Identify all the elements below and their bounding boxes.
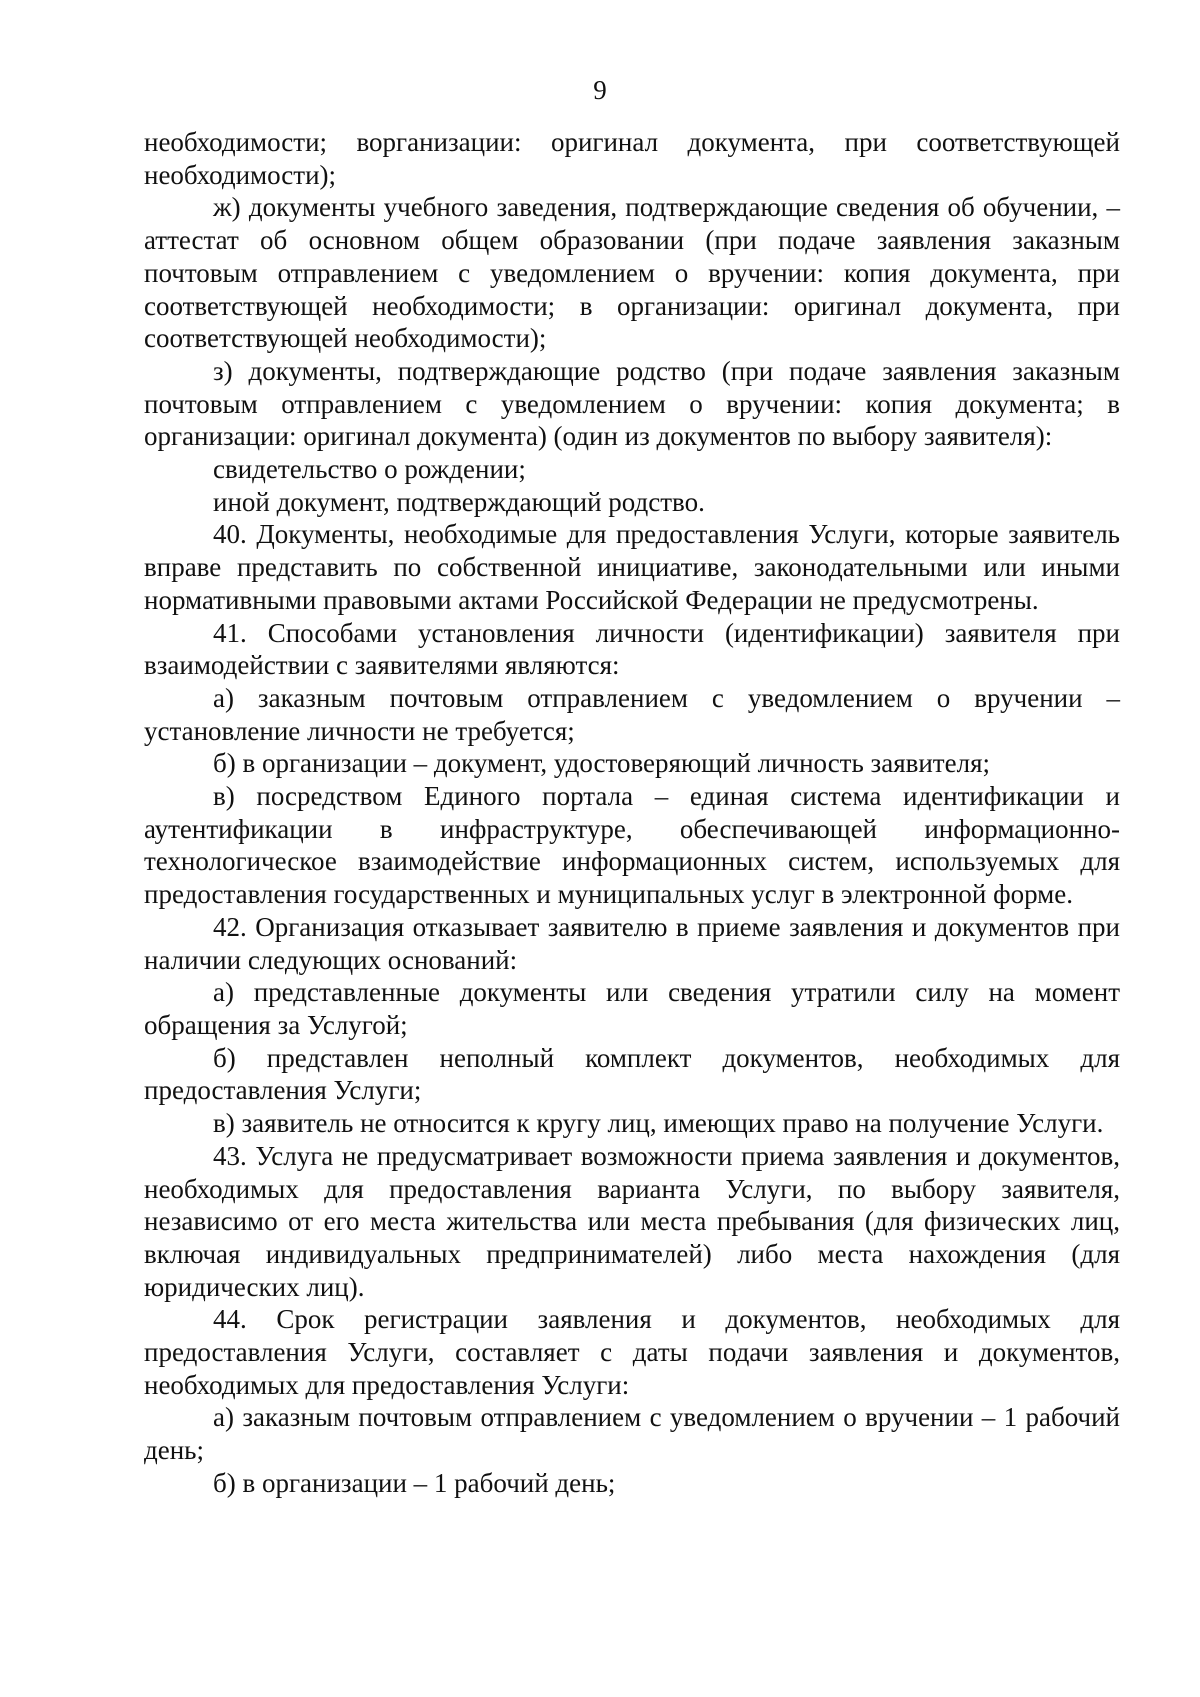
paragraph-clause-42-b: б) представлен неполный комплект документов, необходимых для предоставления Услуги; (144, 1042, 1120, 1106)
paragraph-clause-42: 42. Организация отказывает заявителю в приеме заявления и документов при наличии следующих оснований: (144, 911, 1120, 975)
paragraph-other-document: иной документ, подтверждающий родство. (213, 486, 705, 517)
paragraph-clause-41: 41. Способами установления личности (идентификации) заявителя при взаимодействии с заявителями являются: (144, 617, 1120, 681)
page-number: 9 (593, 75, 607, 105)
paragraph-clause-42-a: а) представленные документы или сведения утратили силу на момент обращения за Услугой; (144, 977, 1120, 1040)
paragraph-clause-40: 40. Документы, необходимые для предоставления Услуги, которые заявитель вправе представить по собственной инициативе, законодательными или иными нормативными правовыми актами Российской Федерации не предусмотрены. (144, 519, 1120, 615)
paragraph-continuation: необходимости; воргaнизации: оригинал документа, при соответствующей необходимости); (144, 127, 1120, 190)
paragraph-clause-41-a: а) заказным почтовым отправлением с уведомлением о вручении – установление личности не требуется; (144, 682, 1120, 746)
paragraph-clause-44-b: б) в организации – 1 рабочий день; (213, 1467, 616, 1498)
paragraph-clause-44: 44. Срок регистрации заявления и документов, необходимых для предоставления Услуги, составляет с даты подачи заявления и документов, необходимых для предоставления Услуги: (144, 1304, 1120, 1400)
paragraph-birth-certificate: свидетельство о рождении; (213, 454, 526, 485)
paragraph-clause-41-b: б) в организации – документ, удостоверяющий личность заявителя; (213, 748, 990, 779)
paragraph-clause-43: 43. Услуга не предусматривает возможности приема заявления и документов, необходимых для предоставления варианта Услуги, по выбору заявителя, независимо от его места жительства или места пребывания (для физических лиц, включая индивидуальных предпринимателей) либо места нахождения (для юридических лиц). (144, 1140, 1120, 1302)
paragraph-item-zh: ж) документы учебного заведения, подтверждающие сведения об обучении, – аттестат об основном общем образовании (при подаче заявления заказным почтовым отправлением с уведомлением о вручении: копия документа, при соответствующей необходимости; в организации: оригинал документа, при соответствующей необходимости); (144, 192, 1120, 354)
paragraph-clause-44-a: а) заказным почтовым отправлением с уведомлением о вручении – 1 рабочий день; (144, 1402, 1120, 1466)
document-body (144, 126, 1120, 1500)
paragraph-clause-42-v: в) заявитель не относится к кругу лиц, имеющих право на получение Услуги. (213, 1108, 1104, 1139)
paragraph-clause-41-v: в) посредством Единого портала – единая система идентификации и аутентификации в инфраструктуре, обеспечивающей информационно-технологическое взаимодействие информационных систем, используемых для предоставления государственных и муниципальных услуг в электронной форме. (144, 781, 1120, 910)
paragraph-item-z: з) документы, подтверждающие родство (при подаче заявления заказным почтовым отправлением с уведомлением о вручении: копия документа; в организации: оригинал документа) (один из документов по выбору заявителя): (144, 355, 1120, 452)
